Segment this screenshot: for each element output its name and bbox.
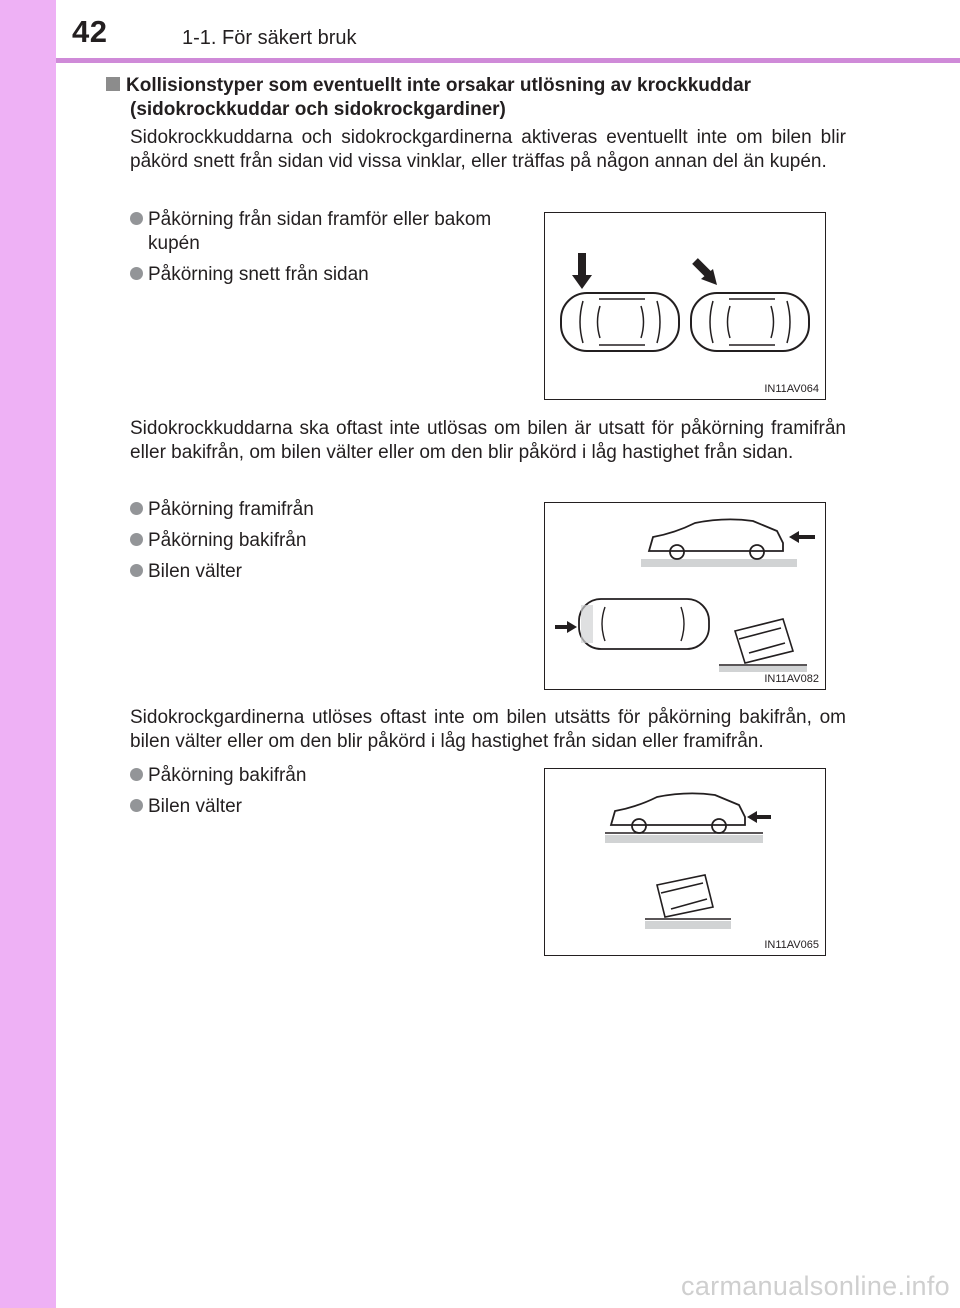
bullet-text: Påkörning från sidan framför eller bakom [148, 209, 492, 230]
heading-line-2: (sidokrockkuddar och sidokrockgardiner) [130, 99, 506, 120]
overturned-car [735, 619, 793, 663]
bullet-text: Påkörning bakifrån [148, 765, 307, 786]
bullet-text: Påkörning snett från sidan [148, 264, 369, 285]
bullet-dot-icon [130, 533, 143, 546]
bullet-side-impact-front-rear [130, 208, 491, 256]
bullet-text: Bilen välter [148, 561, 242, 582]
figure-front-rear-rollover [544, 502, 826, 690]
bullet-text-cont: kupén [148, 233, 200, 254]
bullet-dot-icon [130, 212, 143, 225]
figure-code: IN11AV064 [764, 383, 819, 395]
figure-code: IN11AV065 [764, 939, 819, 951]
heading-line-1: Kollisionstyper som eventuellt inte orsakar utlösning av krockkuddar [126, 75, 752, 96]
car-top-view [579, 599, 709, 649]
header-rule [56, 58, 960, 63]
figure-rear-rollover [544, 768, 826, 956]
oblique-arrow-icon [695, 261, 717, 285]
car-collision-illustration [545, 503, 825, 689]
paragraph-2: Sidokrockkuddarna ska oftast inte utlösas om bilen är utsatt för påkörning framifrån eller bakifrån, om bilen välter eller om den blir påkörd i låg hastighet från sidan. [130, 418, 846, 463]
bullet-rollover-2 [130, 795, 242, 819]
bullet-front-impact [130, 498, 314, 522]
bullet-text: Påkörning framifrån [148, 499, 314, 520]
arrow-right-icon [555, 621, 577, 633]
car-side-view [611, 793, 745, 833]
bullet-rollover [130, 560, 242, 584]
arrow-left-icon [747, 811, 771, 823]
bullet-dot-icon [130, 502, 143, 515]
bullet-dot-icon [130, 768, 143, 781]
overturned-car [657, 875, 713, 917]
bullet-dot-icon [130, 267, 143, 280]
watermark-link[interactable]: carmanualsonline.info [681, 1271, 950, 1301]
bullet-dot-icon [130, 564, 143, 577]
bullet-text: Påkörning bakifrån [148, 530, 307, 551]
paragraph-3: Sidokrockgardinerna utlöses oftast inte om bilen utsätts för påkörning bakifrån, om bilen välter eller om den blir påkörd i låg hastighet från sidan eller framifrån. [130, 707, 846, 752]
arrow-left-icon [789, 531, 815, 543]
figure-side-oblique-impact [544, 212, 826, 400]
bullet-dot-icon [130, 799, 143, 812]
page-number: 42 [72, 14, 108, 49]
car-collision-illustration [545, 769, 825, 955]
bullet-oblique-impact [130, 263, 369, 287]
car-side-view [649, 519, 783, 559]
square-bullet-icon [106, 77, 120, 91]
impact-arrow-icon [572, 253, 592, 289]
section-heading [106, 74, 850, 122]
bullet-rear-impact-2 [130, 764, 306, 788]
section-title: 1-1. För säkert bruk [182, 27, 357, 49]
car-top-view-illustration [545, 213, 825, 399]
figure-code: IN11AV082 [764, 673, 819, 685]
sidebar-tab [0, 0, 56, 1308]
paragraph-1: Sidokrockkuddarna och sidokrockgardinerna aktiveras eventuellt inte om bilen blir påkörd snett från sidan vid vissa vinklar, eller träffas på någon annan del än kupén. [130, 127, 846, 172]
bullet-text: Bilen välter [148, 796, 242, 817]
bullet-rear-impact [130, 529, 306, 553]
